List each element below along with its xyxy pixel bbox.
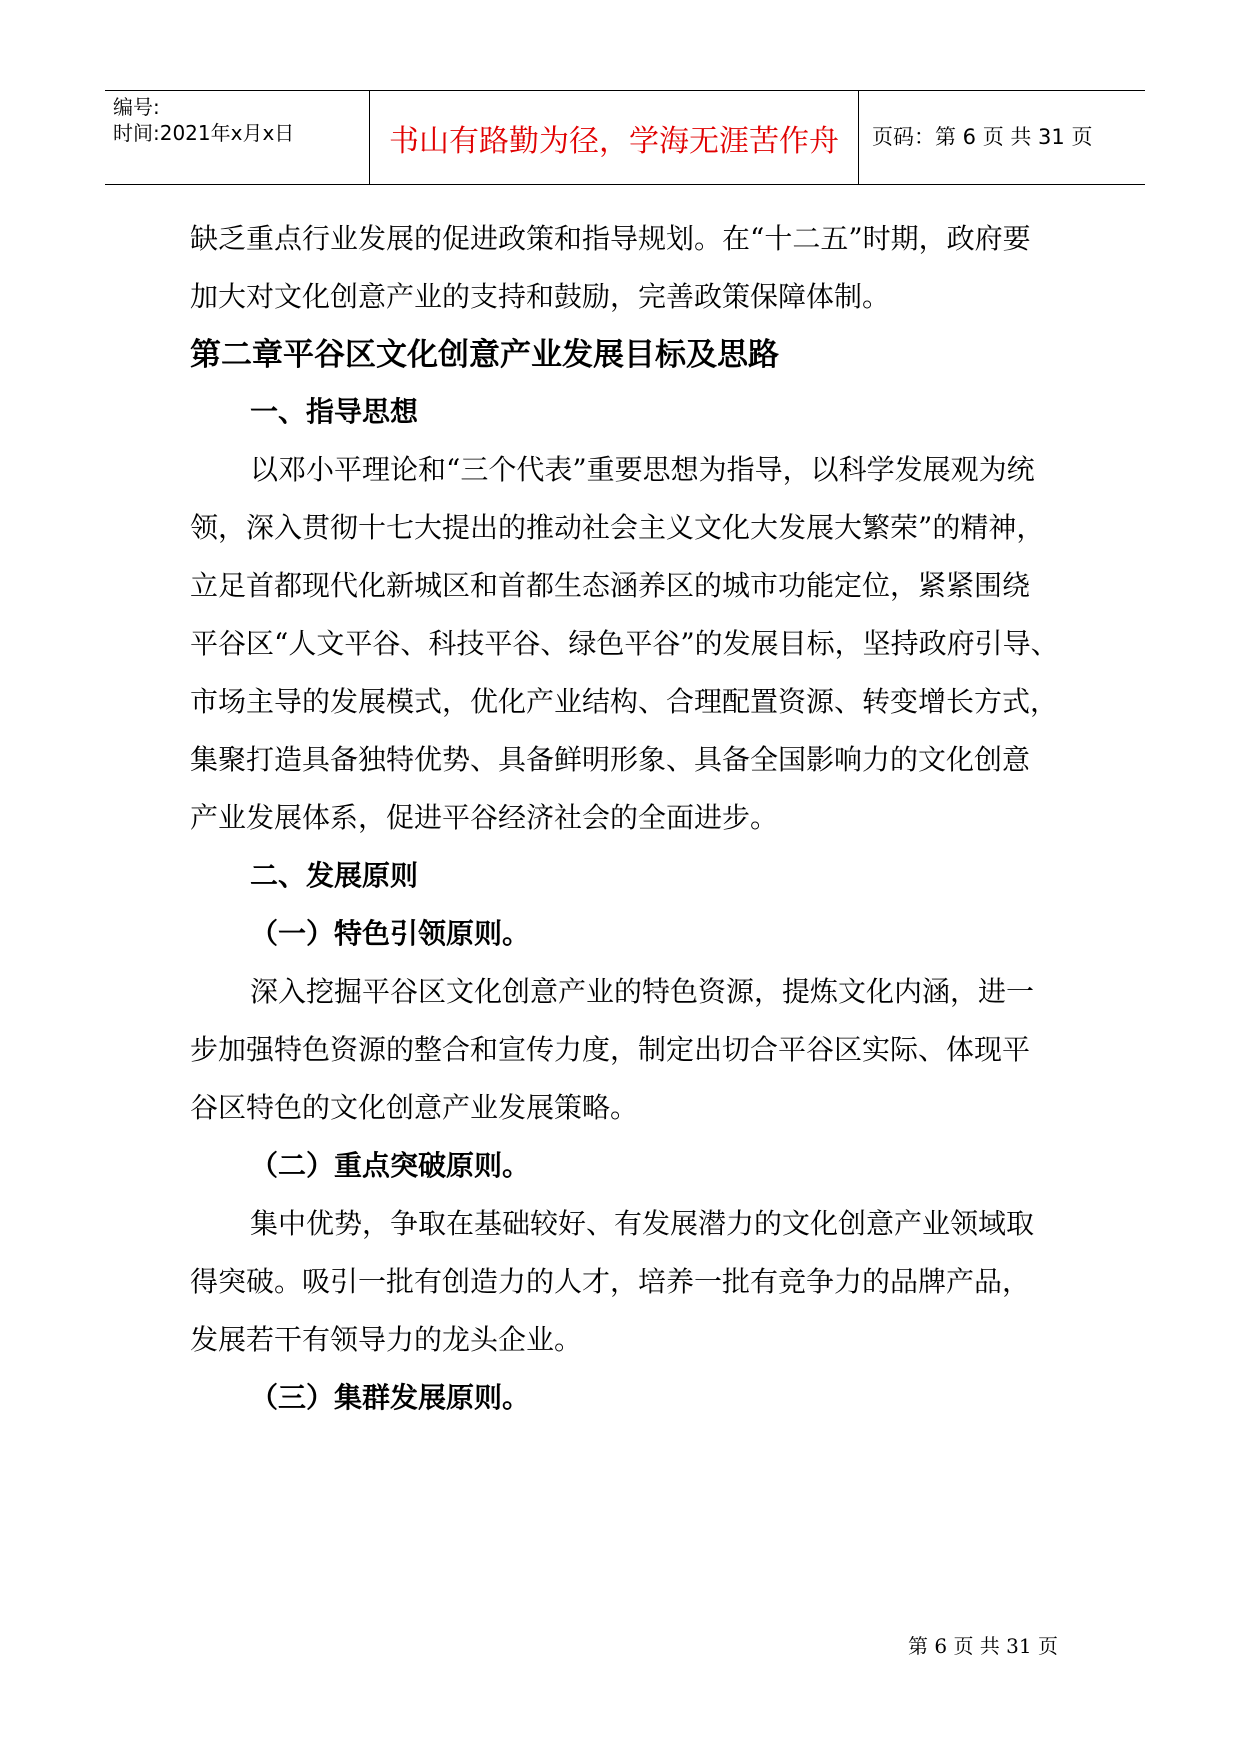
section-heading: 一、指导思想 xyxy=(250,395,419,428)
paragraph-line: 发展若干有领导力的龙头企业。 xyxy=(190,1323,583,1356)
paragraph-line: 立足首都现代化新城区和首都生态涵养区的城市功能定位，紧紧围绕 xyxy=(190,569,1031,602)
header-left-cell xyxy=(105,91,370,184)
paragraph-line: 集中优势，争取在基础较好、有发展潜力的文化创意产业领域取 xyxy=(250,1207,1035,1240)
paragraph-line: 缺乏重点行业发展的促进政策和指导规划。在“十二五”时期，政府要 xyxy=(190,222,1031,255)
serial-label: 编号: xyxy=(113,95,160,119)
paragraph-line: 产业发展体系，促进平谷经济社会的全面进步。 xyxy=(190,801,779,834)
header-middle-cell xyxy=(370,91,859,184)
paragraph-line: 领，深入贯彻十七大提出的推动社会主义文化大发展大繁荣”的精神， xyxy=(190,511,1045,544)
subsection-heading: （二）重点突破原则。 xyxy=(250,1149,531,1182)
paragraph-line: 以邓小平理论和“三个代表”重要思想为指导，以科学发展观为统 xyxy=(250,453,1035,486)
chapter-title: 第二章平谷区文化创意产业发展目标及思路 xyxy=(190,337,779,373)
paragraph-line: 市场主导的发展模式，优化产业结构、合理配置资源、转变增长方式， xyxy=(190,685,1059,718)
paragraph-line: 步加强特色资源的整合和宣传力度，制定出切合平谷区实际、体现平 xyxy=(190,1033,1031,1066)
subsection-heading: （三）集群发展原则。 xyxy=(250,1381,531,1414)
paragraph-line: 加大对文化创意产业的支持和鼓励，完善政策保障体制。 xyxy=(190,280,891,313)
paragraph-line: 平谷区“人文平谷、科技平谷、绿色平谷”的发展目标，坚持政府引导、 xyxy=(190,627,1059,660)
section-heading: 二、发展原则 xyxy=(250,859,419,892)
subsection-heading: （一）特色引领原则。 xyxy=(250,917,531,950)
header-right-cell xyxy=(860,91,1145,184)
time-label: 时间:2021年x月x日 xyxy=(113,121,295,145)
header-motto: 书山有路勤为径，学海无涯苦作舟 xyxy=(389,123,839,159)
header-page-code: 页码：第 6 页 共 31 页 xyxy=(872,125,1093,149)
paragraph-line: 集聚打造具备独特优势、具备鲜明形象、具备全国影响力的文化创意 xyxy=(190,743,1031,776)
paragraph-line: 得突破。吸引一批有创造力的人才，培养一批有竞争力的品牌产品， xyxy=(190,1265,1031,1298)
paragraph-line: 谷区特色的文化创意产业发展策略。 xyxy=(190,1091,639,1124)
page-header xyxy=(105,90,1145,185)
page-footer: 第 6 页 共 31 页 xyxy=(908,1634,1058,1658)
paragraph-line: 深入挖掘平谷区文化创意产业的特色资源，提炼文化内涵，进一 xyxy=(250,975,1035,1008)
